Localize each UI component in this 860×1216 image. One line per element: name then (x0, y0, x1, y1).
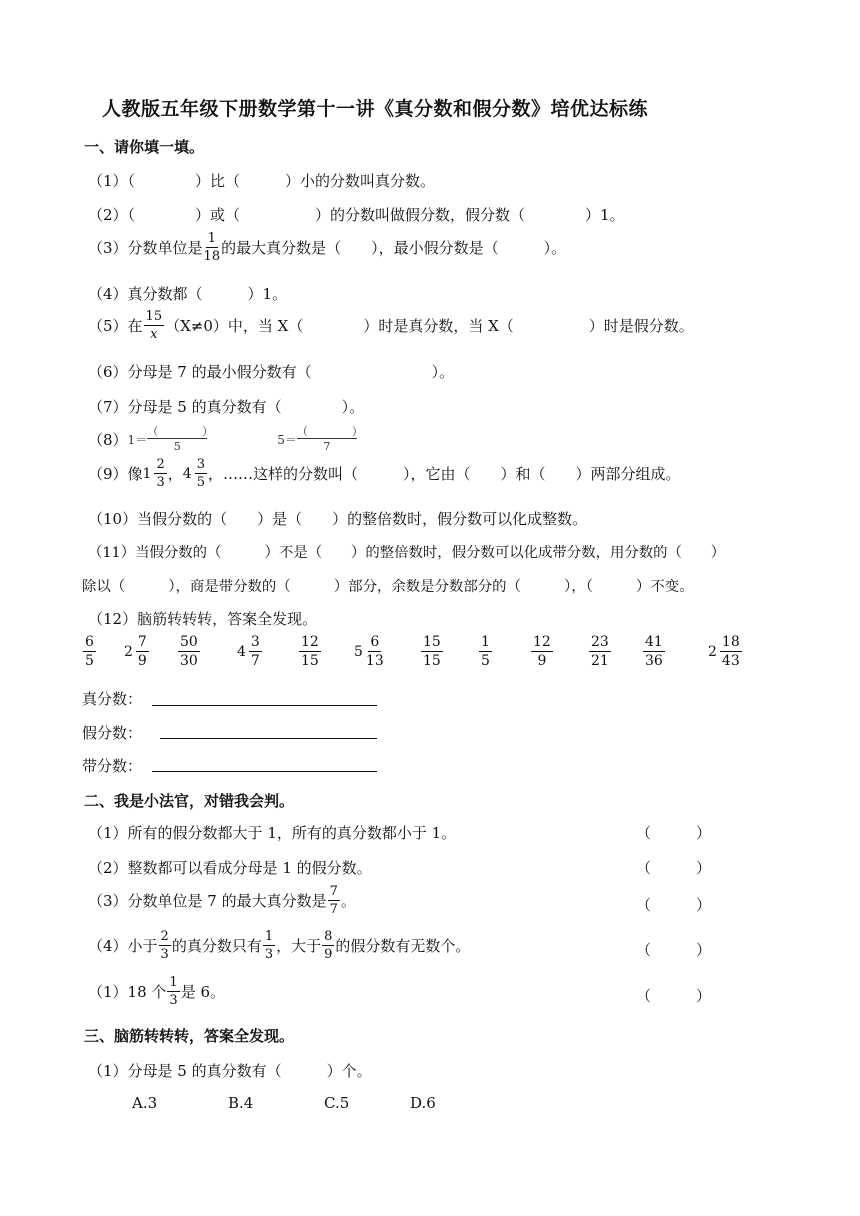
fraction-body (421, 635, 443, 668)
mixed-number (183, 458, 208, 489)
judge-3-answer[interactable]: （ ） (636, 896, 712, 914)
fraction-body (83, 635, 96, 668)
mixed-number (354, 635, 385, 668)
fraction-body (249, 635, 262, 668)
fraction-denominator: 15 (423, 653, 441, 669)
fraction-numerator: （ ） (147, 425, 214, 438)
judge-4 (88, 930, 470, 961)
fraction-numerator: 18 (721, 634, 740, 650)
judge-5-text-a: （1）18 个 (88, 983, 167, 1001)
fraction-numerator: 6 (85, 634, 94, 650)
fraction-numerator: 50 (180, 634, 198, 650)
fraction-numerator: 1 (481, 634, 490, 650)
judge-5-answer[interactable]: （ ） (636, 987, 712, 1005)
question-1-12: （12）脑筋转转转，答案全发现。 (88, 610, 318, 628)
question-1-11-line-2: 除以（ ），商是带分数的（ ）部分，余数是分数部分的（ ），（ ）不变。 (82, 579, 694, 595)
judge-4-text-d: 的假分数有无数个。 (335, 937, 471, 955)
fraction-denominator: 5 (481, 653, 490, 669)
equation-2-left: 5＝ (277, 432, 297, 447)
mixed-number-answer-line[interactable] (152, 771, 377, 772)
fraction (204, 232, 221, 263)
mixed-number (237, 635, 263, 668)
fraction-denominator: 3 (264, 947, 274, 962)
section-1-heading: 一、请你填一填。 (84, 138, 205, 156)
fraction-body (299, 635, 321, 668)
fraction-body (643, 635, 665, 668)
fraction-denominator: 5 (196, 475, 205, 490)
fraction-body (366, 635, 384, 668)
mixed-whole: 2 (124, 643, 133, 660)
fraction-numerator: 23 (591, 634, 609, 650)
fraction-denominator: 15 (301, 653, 319, 669)
judge-3 (88, 885, 356, 916)
question-1-9-text-a: （9）像 (88, 465, 143, 483)
question-1-8-label: （8） (88, 430, 128, 449)
fraction (322, 930, 334, 961)
judge-4-text-c: ，大于 (276, 937, 322, 955)
section-3-heading: 三、脑筋转转转，答案全发现。 (84, 1027, 295, 1045)
mixed-number (143, 458, 168, 489)
fraction-denominator: 30 (180, 653, 198, 669)
fraction (159, 930, 171, 961)
fraction-denominator: 36 (645, 653, 663, 669)
fraction-denominator: 3 (169, 993, 178, 1008)
mixed-whole: 4 (182, 465, 192, 482)
mixed-whole: 5 (354, 643, 363, 660)
judge-4-text-a: （4）小于 (88, 937, 158, 955)
fraction (144, 310, 165, 341)
question-1-3-text-b: 的最大真分数是（ ），最小假分数是（ ）。 (221, 239, 567, 257)
improper-fraction-answer-line[interactable] (160, 738, 377, 739)
fraction-body (720, 635, 742, 668)
fraction-numerator: 41 (645, 634, 663, 650)
fraction-denominator: 5 (173, 440, 181, 453)
question-1-3 (88, 232, 566, 263)
judge-3-text-b: 。 (340, 892, 356, 910)
equation-1-left: 1＝ (127, 432, 148, 447)
equation-1-fraction (147, 425, 214, 453)
equation-2-fraction (296, 425, 363, 453)
fraction-numerator: 15 (423, 634, 441, 650)
question-1-1: （1）（ ）比（ ）小的分数叫真分数。 (88, 172, 436, 190)
fraction (588, 635, 612, 668)
option-d[interactable]: D.6 (410, 1094, 436, 1112)
section-2-heading: 二、我是小法官，对错我会判。 (84, 792, 295, 810)
question-1-9-text-b: ，……这样的分数叫（ ），它由（ ）和（ ）两部分组成。 (207, 465, 681, 483)
question-1-10: （10）当假分数的（ ）是（ ）的整倍数时，假分数可以化成整数。 (88, 510, 588, 528)
judge-4-answer[interactable]: （ ） (636, 941, 712, 959)
question-1-6: （6）分母是 7 的最小假分数有（ ）。 (88, 363, 455, 381)
fraction-numerator: 15 (145, 309, 163, 324)
fraction-body (531, 635, 553, 668)
separator: ， (167, 465, 183, 483)
fraction-body (589, 635, 611, 668)
fraction-list (82, 635, 762, 679)
question-1-7: （7）分母是 5 的真分数有（ ）。 (88, 398, 365, 416)
judge-2-answer[interactable]: （ ） (636, 859, 712, 877)
question-1-5-text-b: （X≠0）中，当 X（ ）时是真分数，当 X（ ）时是假分数。 (165, 317, 694, 335)
fraction-body (479, 635, 492, 668)
option-b[interactable]: B.4 (228, 1094, 254, 1112)
fraction-numerator: 2 (160, 929, 169, 944)
question-1-11-line-1: （11）当假分数的（ ）不是（ ）的整倍数时，假分数可以化成带分数，用分数的（ ） (88, 545, 726, 561)
fraction-numerator: 6 (370, 634, 380, 650)
fraction-numerator: 3 (196, 457, 205, 472)
fraction-numerator: 1 (169, 975, 178, 990)
fraction-denominator: 21 (591, 653, 609, 669)
fraction-numerator: 2 (156, 457, 165, 472)
mixed-number (124, 635, 150, 668)
fraction (530, 635, 554, 668)
fraction-numerator: 1 (207, 231, 216, 246)
question-1-4: （4）真分数都（ ）1。 (88, 285, 288, 303)
fraction-body (136, 635, 149, 668)
question-1-5-text-a: （5）在 (88, 317, 143, 335)
question-1-2: （2）（ ）或（ ）的分数叫做假分数，假分数（ ）1。 (88, 206, 625, 224)
fraction-numerator: 12 (301, 634, 319, 650)
judge-1-answer[interactable]: （ ） (636, 824, 712, 842)
fraction-numerator: 3 (250, 634, 260, 650)
fraction-denominator: 3 (160, 947, 169, 962)
fraction (642, 635, 666, 668)
fraction (263, 930, 275, 961)
fraction-denominator: 3 (156, 475, 165, 490)
mixed-number (708, 635, 743, 668)
fraction-denominator: 7 (323, 440, 331, 453)
judge-4-text-b: 的真分数只有 (171, 937, 262, 955)
fraction-numerator: 1 (264, 929, 274, 944)
fraction-numerator: 12 (533, 634, 551, 650)
option-c[interactable]: C.5 (324, 1094, 350, 1112)
proper-fraction-answer-line[interactable] (152, 705, 377, 706)
fraction-numerator: 7 (329, 884, 338, 899)
judge-5 (88, 976, 225, 1007)
fraction-denominator: x (150, 327, 158, 342)
fraction-denominator: 7 (329, 902, 338, 917)
mixed-whole: 4 (237, 643, 246, 660)
option-a[interactable]: A.3 (132, 1094, 158, 1112)
question-1-8 (88, 425, 363, 453)
fraction (420, 635, 444, 668)
question-1-5 (88, 310, 694, 341)
fraction-numerator: 7 (137, 634, 147, 650)
judge-2: （2）整数都可以看成分母是 1 的假分数。 (88, 859, 372, 877)
mixed-whole: 1 (142, 465, 152, 482)
question-1-9 (88, 458, 680, 489)
proper-fraction-label: 真分数： (82, 690, 143, 708)
fraction (177, 635, 201, 668)
judge-3-text-a: （3）分数单位是 7 的最大真分数是 (88, 892, 327, 910)
fraction-body (178, 635, 200, 668)
fraction-denominator: 5 (85, 653, 94, 669)
fraction-denominator: 7 (250, 653, 260, 669)
improper-fraction-label: 假分数： (82, 724, 143, 742)
fraction (298, 635, 322, 668)
judge-5-text-b: 是 6。 (180, 983, 225, 1001)
fraction (478, 635, 493, 668)
fraction (328, 885, 340, 916)
mixed-whole: 2 (708, 643, 717, 660)
fraction-denominator: 9 (137, 653, 147, 669)
fraction (82, 635, 97, 668)
fraction-numerator: 8 (324, 929, 333, 944)
fraction-denominator: 9 (324, 947, 333, 962)
fraction-denominator: 43 (721, 653, 740, 669)
choice-question-1: （1）分母是 5 的真分数有（ ）个。 (88, 1062, 372, 1080)
judge-1: （1）所有的假分数都大于 1，所有的真分数都小于 1。 (88, 824, 457, 842)
question-1-3-text-a: （3）分数单位是 (88, 239, 203, 257)
fraction-numerator: （ ） (296, 425, 363, 438)
fraction (167, 976, 179, 1007)
fraction-denominator: 18 (203, 249, 221, 264)
page-title: 人教版五年级下册数学第十一讲《真分数和假分数》培优达标练 (102, 98, 649, 120)
fraction-denominator: 13 (365, 653, 384, 669)
mixed-number-label: 带分数： (82, 757, 143, 775)
fraction-denominator: 9 (537, 653, 547, 669)
